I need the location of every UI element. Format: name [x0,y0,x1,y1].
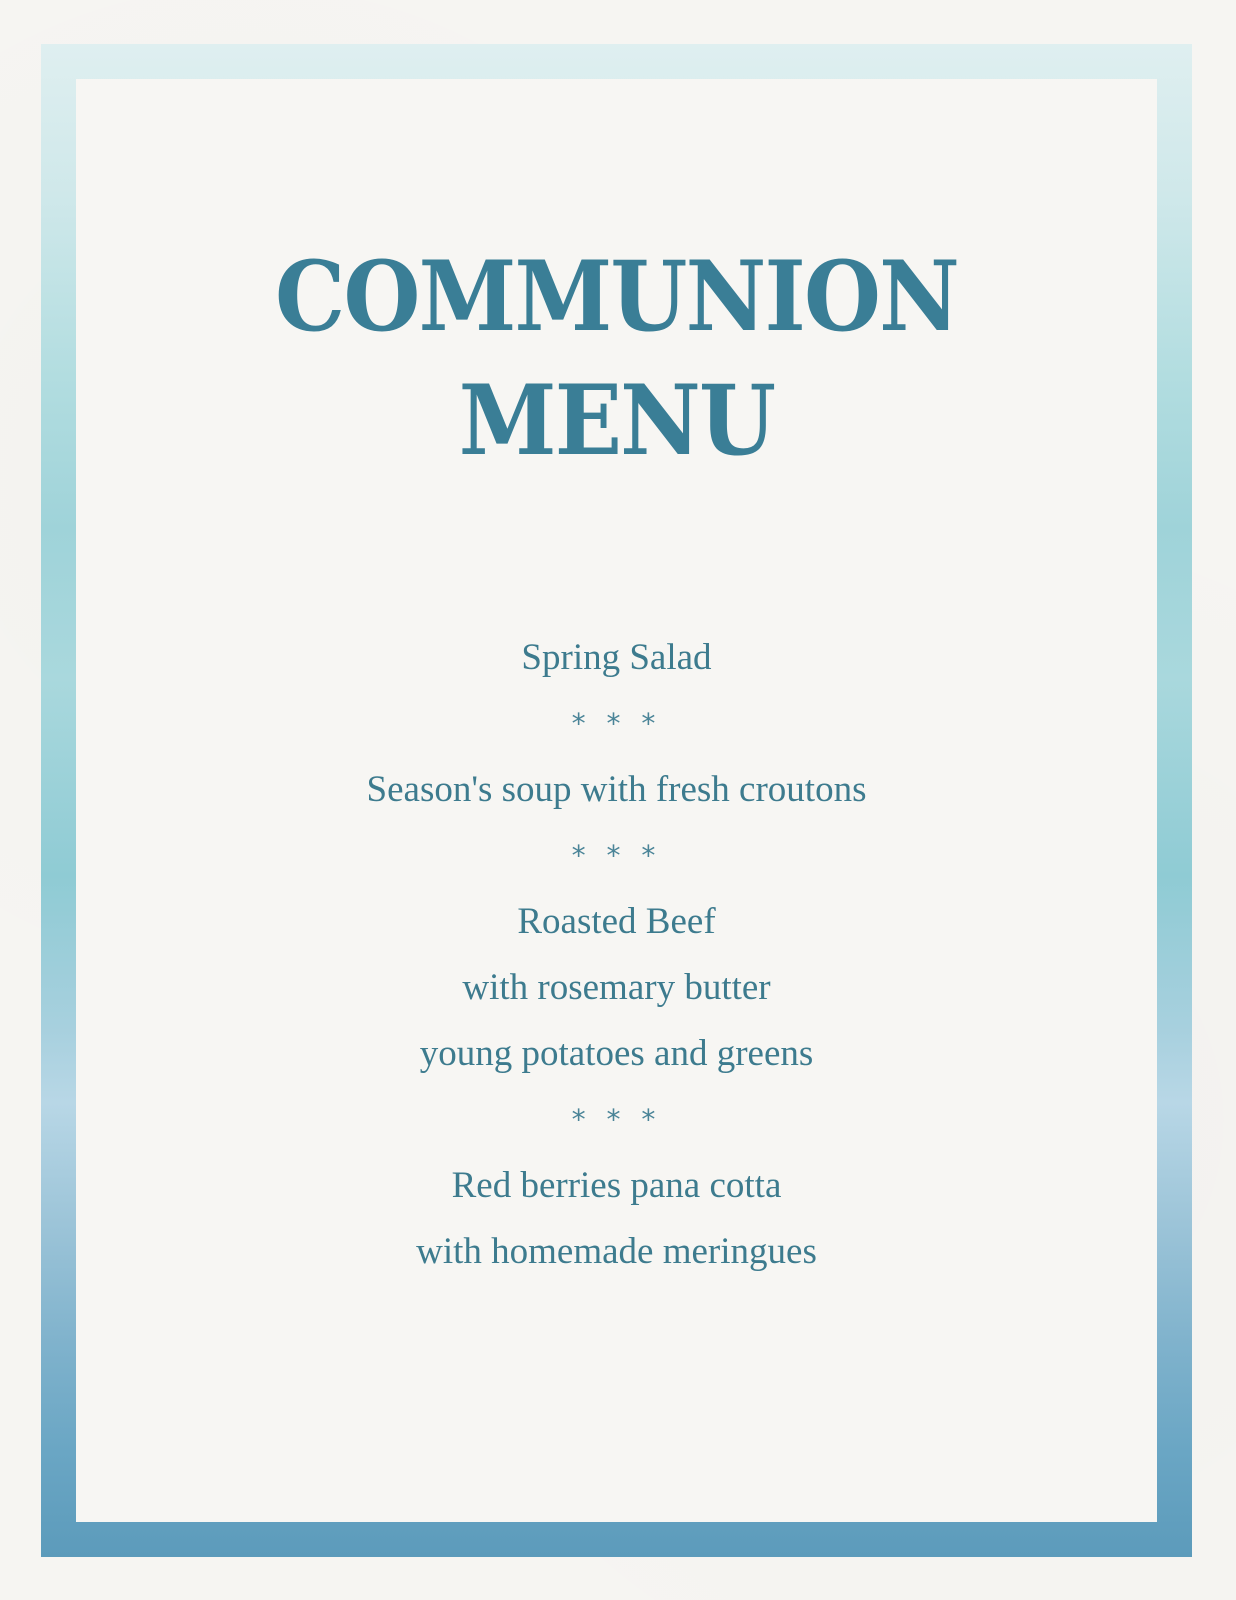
title-line-2: MENU [458,364,775,477]
course-main: Roasted Beef [517,901,716,942]
menu-content [76,79,1157,1522]
course-dessert-detail: with homemade meringues [416,1231,817,1272]
course-dessert: Red berries pana cotta [451,1165,782,1206]
menu-courses [76,625,1157,1285]
course-main-detail: with rosemary butter [462,967,771,1008]
menu-title [119,235,1114,483]
course-separator: * * * [571,707,662,740]
course-main-detail: young potatoes and greens [419,1033,814,1074]
course-salad: Spring Salad [521,637,712,678]
course-soup: Season's soup with fresh croutons [366,769,867,810]
course-separator: * * * [571,839,662,872]
title-line-1: COMMUNION [275,240,958,353]
course-separator: * * * [571,1103,662,1136]
